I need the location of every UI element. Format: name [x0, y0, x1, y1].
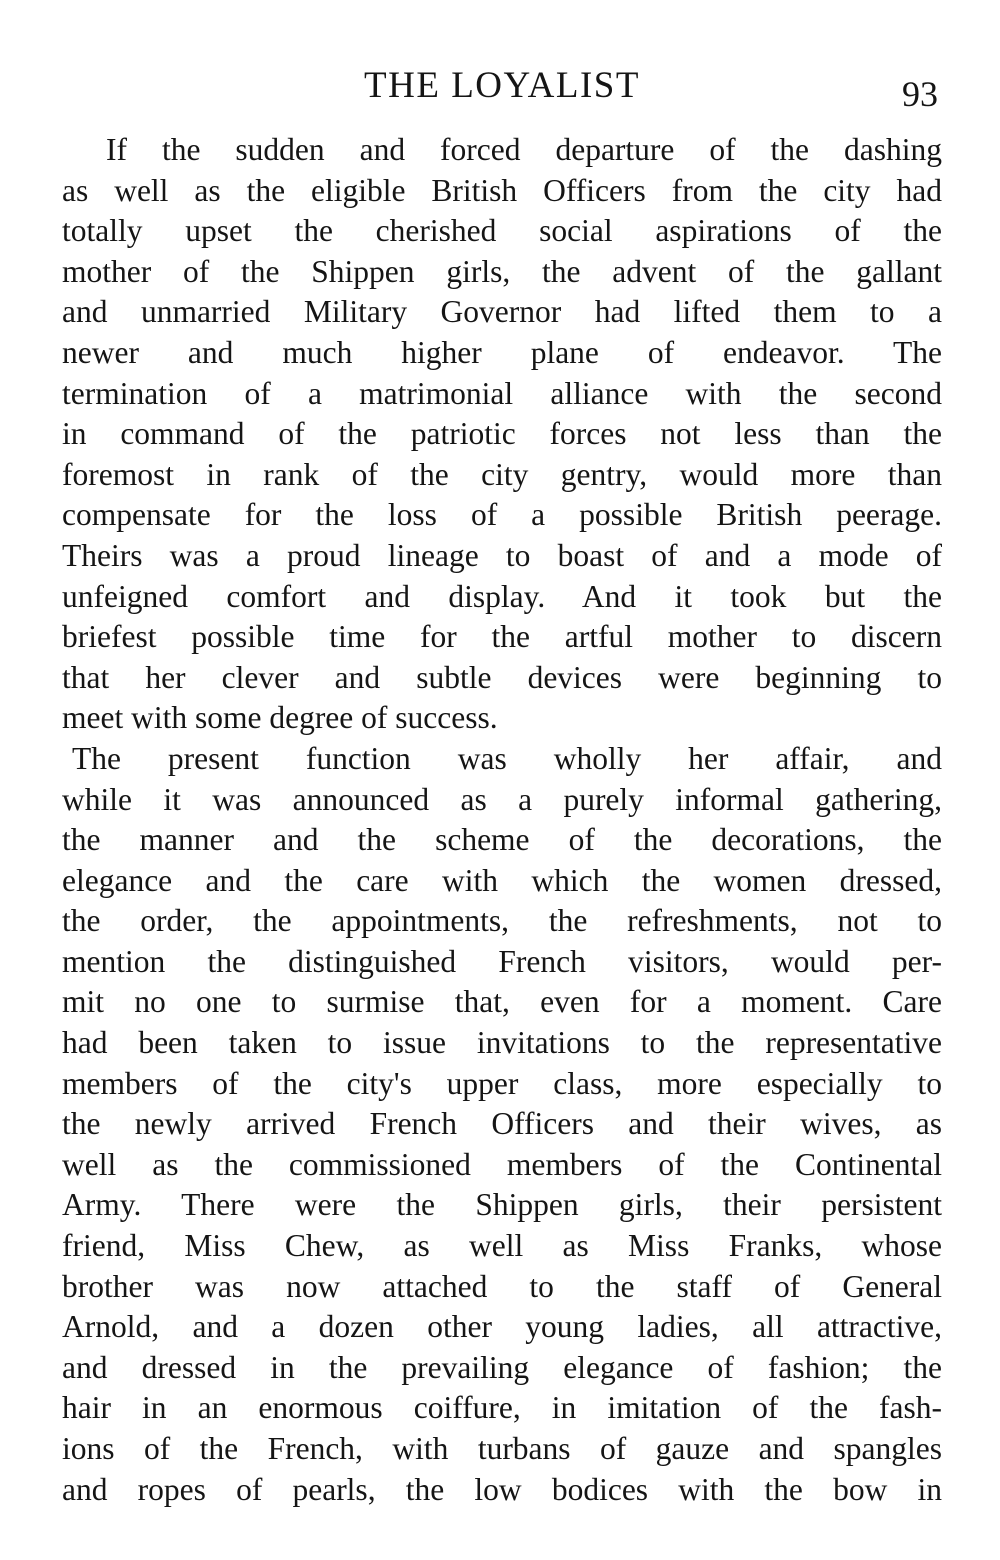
text-line: Army. There were the Shippen girls, their persistent	[62, 1187, 942, 1223]
text-line: briefest possible time for the artful mother to discern	[62, 619, 942, 655]
text-line: and ropes of pearls, the low bodices with the bow in	[62, 1471, 942, 1507]
text-line: friend, Miss Chew, as well as Miss Franks, whose	[62, 1228, 942, 1264]
text-line: termination of a matrimonial alliance with the second	[62, 375, 942, 411]
text-line: foremost in rank of the city gentry, would more than	[62, 456, 942, 492]
text-line: the order, the appointments, the refreshments, not to	[62, 903, 942, 939]
text-line: as well as the eligible British Officers from the city had	[62, 172, 942, 208]
text-line: well as the commissioned members of the Continental	[62, 1146, 942, 1182]
text-line: the newly arrived French Officers and their wives, as	[62, 1106, 942, 1142]
text-line: elegance and the care with which the women dressed,	[62, 862, 942, 898]
text-line: The present function was wholly her affair, and	[72, 740, 942, 776]
body-text	[62, 130, 942, 1510]
text-line: and unmarried Military Governor had lifted them to a	[62, 294, 942, 330]
text-line: and dressed in the prevailing elegance of fashion; the	[62, 1349, 942, 1385]
text-line: newer and much higher plane of endeavor. The	[62, 334, 942, 370]
text-line: totally upset the cherished social aspirations of the	[62, 213, 942, 249]
text-line: Arnold, and a dozen other young ladies, all attractive,	[62, 1309, 942, 1345]
text-line: in command of the patriotic forces not less than the	[62, 416, 942, 452]
text-line: ions of the French, with turbans of gauze and spangles	[62, 1431, 942, 1466]
text-line: mention the distinguished French visitors, would per-	[62, 943, 942, 979]
text-line: brother was now attached to the staff of General	[62, 1268, 942, 1304]
text-line: that her clever and subtle devices were beginning to	[62, 659, 942, 695]
text-line: members of the city's upper class, more especially to	[62, 1065, 942, 1101]
text-line: meet with some degree of success.	[62, 700, 498, 736]
text-line: compensate for the loss of a possible British peerage.	[62, 497, 942, 533]
running-head	[62, 62, 942, 114]
text-line: had been taken to issue invitations to the representative	[62, 1025, 942, 1061]
text-line: mother of the Shippen girls, the advent of the gallant	[62, 253, 942, 289]
page-number: 93	[902, 74, 938, 114]
running-title: THE LOYALIST	[364, 65, 640, 106]
text-line: while it was announced as a purely informal gathering,	[62, 781, 942, 817]
text-line: mit no one to surmise that, even for a moment. Care	[62, 984, 942, 1020]
text-line: the manner and the scheme of the decorations, the	[62, 822, 942, 858]
text-line: unfeigned comfort and display. And it took but the	[62, 578, 942, 614]
text-line: Theirs was a proud lineage to boast of and a mode of	[62, 537, 942, 573]
text-line: hair in an enormous coiffure, in imitation of the fash-	[62, 1390, 942, 1426]
text-line: If the sudden and forced departure of the dashing	[106, 132, 942, 167]
